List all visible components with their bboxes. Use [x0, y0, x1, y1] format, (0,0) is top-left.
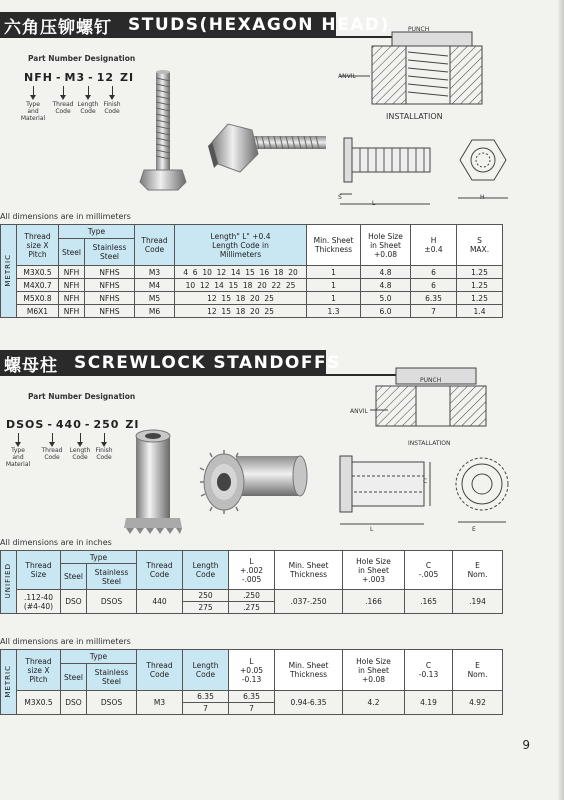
cell-h: 7 — [411, 305, 457, 318]
hdr-min-sheet: Min. Sheet Thickness — [275, 650, 343, 691]
pn-length: 12 — [96, 71, 115, 84]
cell-size: M5X0.8 — [17, 292, 59, 305]
pn-finish: ZI — [125, 418, 140, 431]
cell-s: 1.25 — [457, 266, 503, 279]
hdr-s: S MAX. — [457, 225, 503, 266]
hdr-stainless: Stainless Steel — [87, 564, 137, 590]
stud-photo — [130, 58, 330, 208]
metric-dim-note: All dimensions are in millimeters — [0, 637, 131, 646]
hdr-type: Type — [61, 551, 137, 564]
pn-type: NFH — [24, 71, 53, 84]
hdr-e: E Nom. — [453, 650, 503, 691]
cell-stainless: NFHS — [85, 266, 135, 279]
pn-label-length: Length Code — [69, 447, 91, 461]
cell-hole: 4.8 — [361, 266, 411, 279]
label-anvil: ANVIL — [350, 408, 368, 415]
unified-spec-table — [0, 550, 503, 614]
cell-e: 4.92 — [453, 691, 503, 715]
cell-hole: 6.0 — [361, 305, 411, 318]
cell-e: .194 — [453, 590, 503, 614]
cell-stainless: NFHS — [85, 279, 135, 292]
cell-size: M4X0.7 — [17, 279, 59, 292]
hdr-hole-size: Hole Size in Sheet +.003 — [343, 551, 405, 590]
pn-arrow — [104, 433, 105, 443]
cell-length-code: 250 — [183, 590, 229, 602]
cell-stainless: NFHS — [85, 305, 135, 318]
cell-length-code: 7 — [183, 703, 229, 715]
section1-part-number: NFH - M3 - 12 ZI — [24, 71, 135, 84]
section2-title-band — [0, 350, 341, 376]
label-punch: PUNCH — [408, 26, 430, 33]
section2-title-cn: 螺母柱 — [4, 355, 58, 376]
section1-title-band — [0, 12, 390, 38]
label-anvil: ANVIL — [338, 73, 356, 80]
pn-label-length: Length Code — [77, 101, 99, 115]
cell-steel: NFH — [59, 292, 85, 305]
cell-l: 7 — [229, 703, 275, 715]
hdr-thread-code: Thread Code — [137, 650, 183, 691]
cell-code: M3 — [137, 691, 183, 715]
section1-title-en: STUDS(HEXAGON HEAD) — [128, 15, 390, 35]
hdr-l: L +.002 -.005 — [229, 551, 275, 590]
cell-c: 4.19 — [405, 691, 453, 715]
metric-side-label: METRIC — [1, 225, 17, 318]
hdr-e: E Nom. — [453, 551, 503, 590]
cell-length-code: 275 — [183, 602, 229, 614]
hdr-h: H ±0.4 — [411, 225, 457, 266]
cell-size: M3X0.5 — [17, 266, 59, 279]
cell-min: 1 — [307, 266, 361, 279]
hdr-min-sheet: Min. Sheet Thickness — [275, 551, 343, 590]
cell-code: M5 — [135, 292, 175, 305]
unified-dim-note: All dimensions are in inches — [0, 538, 112, 547]
pn-label-type: Type and Material — [20, 101, 46, 122]
hdr-min-sheet: Min. Sheet Thickness — [307, 225, 361, 266]
table-row — [1, 305, 503, 318]
pn-arrow — [88, 86, 89, 96]
hdr-thread-size: Thread size X Pitch — [17, 225, 59, 266]
cell-h: 6 — [411, 266, 457, 279]
label-punch: PUNCH — [420, 377, 442, 384]
hdr-hole-size: Hole Size in Sheet +0.08 — [343, 650, 405, 691]
cell-h: 6.35 — [411, 292, 457, 305]
hdr-steel: Steel — [61, 564, 87, 590]
cell-s: 1.25 — [457, 279, 503, 292]
pn-type: DSOS — [6, 418, 45, 431]
cell-min: 1.3 — [307, 305, 361, 318]
cell-c: .165 — [405, 590, 453, 614]
unified-side-label: UNIFIED — [1, 551, 17, 614]
cell-lengths: 10 12 14 15 18 20 22 25 — [175, 279, 307, 292]
cell-lengths: 12 15 18 20 25 — [175, 292, 307, 305]
hdr-stainless: Stainless Steel — [87, 664, 137, 691]
cell-size: M6X1 — [17, 305, 59, 318]
cell-s: 1.25 — [457, 292, 503, 305]
cell-h: 6 — [411, 279, 457, 292]
cell-hole: 4.8 — [361, 279, 411, 292]
pn-thread: 440 — [55, 418, 82, 431]
standoff-installation-diagram — [330, 362, 530, 532]
label-c: C — [423, 478, 428, 485]
section1-dim-note: All dimensions are in millimeters — [0, 212, 131, 221]
pn-arrow — [80, 433, 81, 443]
page-edge-shadow — [558, 0, 564, 800]
cell-lengths: 12 15 18 20 25 — [175, 305, 307, 318]
cell-min: 1 — [307, 292, 361, 305]
cell-code: M3 — [135, 266, 175, 279]
table-row — [1, 590, 503, 602]
pn-finish: ZI — [120, 71, 135, 84]
standoff-photo — [120, 412, 320, 542]
pn-label-thread: Thread Code — [41, 447, 63, 461]
section2-pnd-title: Part Number Designation — [28, 392, 136, 401]
label-l: L — [370, 526, 374, 533]
pn-length: 250 — [93, 418, 120, 431]
table-row — [1, 691, 503, 703]
label-h: H — [480, 194, 485, 201]
pn-label-thread: Thread Code — [52, 101, 74, 115]
page-number: 9 — [522, 738, 530, 752]
cell-l: .275 — [229, 602, 275, 614]
hdr-thread-size: Thread size X Pitch — [17, 650, 61, 691]
cell-size: .112-40 (#4-40) — [17, 590, 61, 614]
cell-min: 0.94-6.35 — [275, 691, 343, 715]
hdr-thread-size: Thread Size — [17, 551, 61, 590]
section2-part-number: DSOS - 440 - 250 ZI — [6, 418, 140, 431]
pn-arrow — [112, 86, 113, 96]
cell-stainless: NFHS — [85, 292, 135, 305]
metric-standoff-table — [0, 649, 503, 715]
hdr-l: L +0.05 -0.13 — [229, 650, 275, 691]
label-s: S — [338, 194, 342, 201]
hdr-thread-code: Thread Code — [135, 225, 175, 266]
pn-arrow — [33, 86, 34, 96]
pn-thread: M3 — [64, 71, 86, 84]
hdr-length-code: Length Code — [183, 551, 229, 590]
hdr-c: C -.005 — [405, 551, 453, 590]
cell-hole: .166 — [343, 590, 405, 614]
label-installation: INSTALLATION — [386, 112, 443, 121]
label-e: E — [472, 526, 476, 533]
section2-title-en: SCREWLOCK STANDOFFS — [74, 353, 341, 373]
hdr-type: Type — [59, 225, 135, 239]
pn-arrow — [63, 86, 64, 96]
cell-steel: DSO — [61, 590, 87, 614]
hdr-steel: Steel — [59, 239, 85, 266]
pn-label-finish: Finish Code — [103, 101, 121, 115]
cell-stainless: DSOS — [87, 590, 137, 614]
hdr-c: C -0.13 — [405, 650, 453, 691]
pn-label-type: Type and Material — [5, 447, 31, 468]
cell-hole: 4.2 — [343, 691, 405, 715]
cell-code: M6 — [135, 305, 175, 318]
cell-size: M3X0.5 — [17, 691, 61, 715]
cell-min: 1 — [307, 279, 361, 292]
pn-arrow — [52, 433, 53, 443]
stud-spec-table — [0, 224, 503, 318]
hdr-length-code: Length Code — [183, 650, 229, 691]
table-row — [1, 292, 503, 305]
section1-title-cn: 六角压铆螺钉 — [4, 17, 112, 38]
cell-steel: DSO — [61, 691, 87, 715]
cell-code: M4 — [135, 279, 175, 292]
cell-min: .037-.250 — [275, 590, 343, 614]
cell-steel: NFH — [59, 266, 85, 279]
cell-stainless: DSOS — [87, 691, 137, 715]
hdr-stainless: Stainless Steel — [85, 239, 135, 266]
table-row — [1, 279, 503, 292]
hdr-steel: Steel — [61, 664, 87, 691]
cell-l: .250 — [229, 590, 275, 602]
hdr-length: Length" L" +0.4 Length Code in Millimeters — [175, 225, 307, 266]
label-installation: INSTALLATION — [408, 440, 451, 447]
cell-length-code: 6.35 — [183, 691, 229, 703]
cell-lengths: 4 6 10 12 14 15 16 18 20 — [175, 266, 307, 279]
cell-hole: 5.0 — [361, 292, 411, 305]
pn-arrow — [18, 433, 19, 443]
metric2-side-label: METRIC — [1, 650, 17, 715]
hdr-hole-size: Hole Size in Sheet +0.08 — [361, 225, 411, 266]
cell-s: 1.4 — [457, 305, 503, 318]
cell-l: 6.35 — [229, 691, 275, 703]
label-l: L — [372, 200, 376, 207]
cell-code: 440 — [137, 590, 183, 614]
table-row — [1, 266, 503, 279]
hdr-type: Type — [61, 650, 137, 664]
section1-pnd-title: Part Number Designation — [28, 54, 136, 63]
hdr-thread-code: Thread Code — [137, 551, 183, 590]
cell-steel: NFH — [59, 305, 85, 318]
pn-label-finish: Finish Code — [95, 447, 113, 461]
cell-steel: NFH — [59, 279, 85, 292]
